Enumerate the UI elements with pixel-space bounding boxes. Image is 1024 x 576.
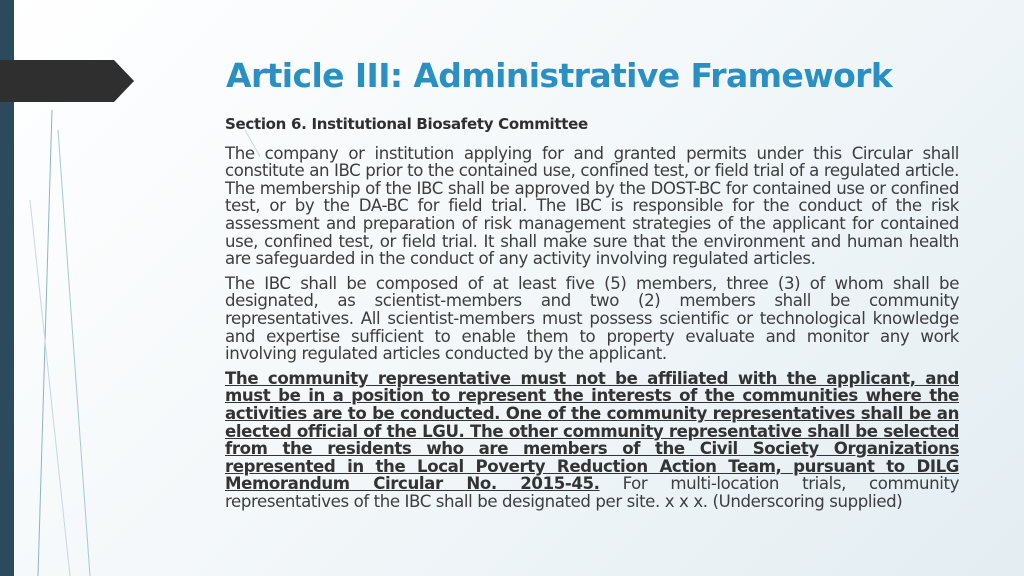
slide-title: Article III: Administrative Framework xyxy=(226,56,893,95)
paragraph-3-rest: For multi-location trials, community representatives of the IBC shall be designated per site. x x x. (Underscoring supplied) xyxy=(225,474,959,511)
paragraph-3 xyxy=(225,370,959,511)
slide-content xyxy=(225,116,959,517)
paragraph-1: The company or institution applying for and granted permits under this Circular shall constitute an IBC prior to the contained use, confined test, or field trial of a regulated article. The membership of the IBC shall be approved by the DOST-BC for contained use or confined test, or by the DA-BC for field trial. The IBC is responsible for the conduct of the risk assessment and preparation of risk management strategies of the applicant for contained use, confined test, or field trial. It shall make sure that the environment and human health are safeguarded in the conduct of any activity involving regulated articles. xyxy=(225,143,959,269)
paragraph-3-underlined: The community representative must not be affiliated with the applicant, and must be in a position to represent the interests of the communities where the activities are to be conducted. One of the community representatives shall be an elected official of the LGU. The other community representative shall be selected from the residents who are members of the Civil Society Organizations represented in the Local Poverty Reduction Action Team, pursuant to DILG Memorandum Circular No. 2015-45. xyxy=(225,368,959,494)
paragraph-2: The IBC shall be composed of at least five (5) members, three (3) of whom shall be designated, as scientist-members and two (2) members shall be community representatives. All scientist-members must possess scientific or technological knowledge and expertise sufficient to enable them to property evaluate and monitor any work involving regulated articles conducted by the applicant. xyxy=(225,273,959,364)
section-heading: Section 6. Institutional Biosafety Committee xyxy=(225,115,588,133)
title-arrow-tab xyxy=(0,60,134,102)
